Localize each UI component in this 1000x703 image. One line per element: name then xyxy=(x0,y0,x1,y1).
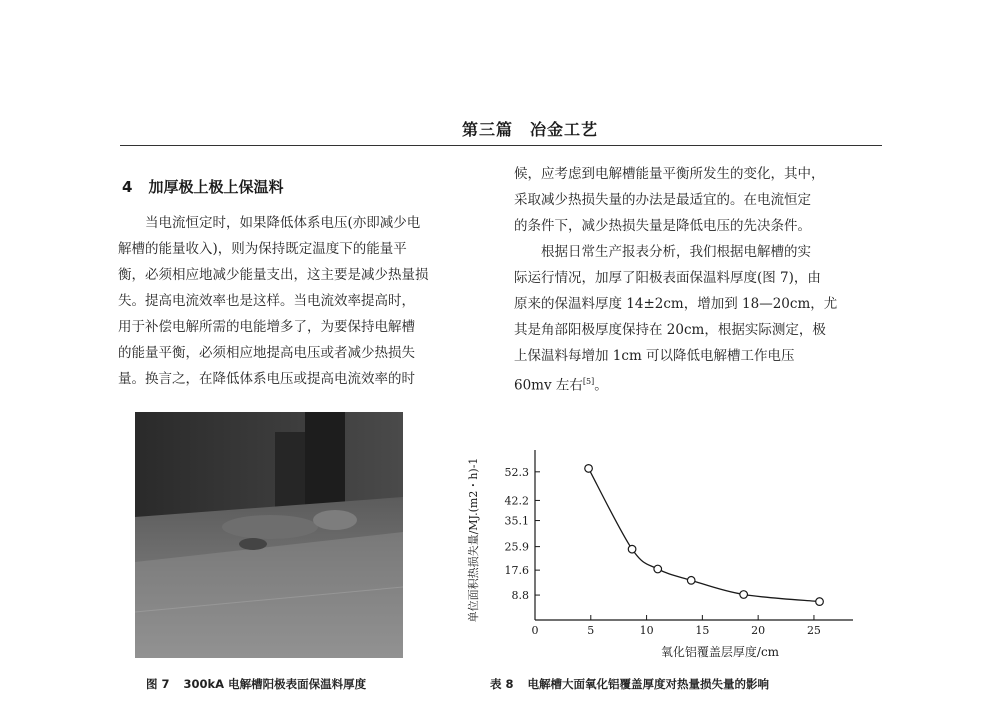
right-column-text xyxy=(514,161,882,399)
heat-loss-chart xyxy=(455,440,865,665)
chart-y-tick-label: 35.1 xyxy=(504,514,529,528)
citation-ref: [5] xyxy=(582,377,595,386)
text-line: 用于补偿电解所需的电能增多了，为要保持电解槽 xyxy=(118,319,415,335)
chart-data-point xyxy=(740,591,748,599)
left-column-text xyxy=(118,210,482,392)
text-line: 失。提高电流效率也是这样。当电流效率提高时， xyxy=(118,293,415,309)
chart-ticks xyxy=(505,466,821,637)
text-line: 解槽的能量收入)，则为保持既定温度下的能量平 xyxy=(118,241,407,257)
end-mark: 。 xyxy=(594,377,608,394)
figure-caption xyxy=(146,676,366,692)
text-line: 采取减少热损失量的办法是最适宜的。在电流恒定 xyxy=(514,192,811,208)
chart-x-tick-label: 20 xyxy=(751,624,766,637)
photo-illustration xyxy=(135,412,403,658)
text-line: 当电流恒定时，如果降低体系电压(亦即减少电 xyxy=(145,215,421,231)
chart-data-point xyxy=(654,565,662,573)
text-line: 上保温料每增加 1cm 可以降低电解槽工作电压 xyxy=(514,348,795,364)
chart-x-axis-label: 氧化铝覆盖层厚度/cm xyxy=(660,645,780,659)
chart-data-point xyxy=(687,577,695,585)
table-caption xyxy=(490,676,769,692)
chart-x-tick-label: 5 xyxy=(587,624,595,637)
figure-label: 图 7 xyxy=(146,677,170,691)
chart-x-tick-label: 15 xyxy=(695,624,710,637)
text-line: 根据日常生产报表分析，我们根据电解槽的实 xyxy=(541,244,811,260)
chart-x-tick-label: 25 xyxy=(806,624,821,637)
page-header-title: 第三篇 冶金工艺 xyxy=(461,120,598,139)
text-line: 的条件下，减少热损失量是降低电压的先决条件。 xyxy=(514,218,811,234)
chart-data-point xyxy=(585,465,593,473)
chart-x-tick-label: 0 xyxy=(531,624,539,637)
figure-caption-text: 300kA 电解槽阳极表面保温料厚度 xyxy=(183,677,367,691)
text-line xyxy=(514,369,882,399)
chart-y-tick-label: 8.8 xyxy=(511,589,529,603)
chart-data-point xyxy=(628,545,636,553)
chart-axes xyxy=(535,450,853,620)
chart-y-tick-label: 25.9 xyxy=(504,540,529,554)
chart-x-tick-label: 10 xyxy=(639,624,654,637)
chart-y-tick-label: 52.3 xyxy=(504,465,529,479)
text-line: 原来的保温料厚度 14±2cm，增加到 18—20cm，尤 xyxy=(514,296,838,312)
text-line: 的能量平衡，必须相应地提高电压或者减少热损失 xyxy=(118,345,415,361)
last-line-text: 60mv 左右 xyxy=(514,377,583,394)
text-line: 量。换言之，在降低体系电压或提高电流效率的时 xyxy=(118,371,415,387)
table-caption-text: 电解槽大面氧化铝覆盖厚度对热量损失量的影响 xyxy=(527,677,770,691)
chart-data-point xyxy=(816,598,824,606)
section-heading xyxy=(122,176,283,197)
chart-series-line xyxy=(589,468,820,601)
chart-y-tick-label: 42.2 xyxy=(504,494,529,508)
text-line: 际运行情况，加厚了阳极表面保温料厚度(图 7)，由 xyxy=(514,270,821,286)
text-line: 衡，必须相应地减少能量支出，这主要是减少热量损 xyxy=(118,267,429,283)
section-number: 4 xyxy=(122,178,133,196)
anode-photo xyxy=(135,412,403,658)
section-title: 加厚极上极上保温料 xyxy=(148,178,284,196)
table-label: 表 8 xyxy=(490,677,514,691)
text-line: 候，应考虑到电解槽能量平衡所发生的变化，其中， xyxy=(514,166,825,182)
text-line: 其是角部阳极厚度保持在 20cm，根据实际测定，极 xyxy=(514,322,826,338)
chart-y-tick-label: 17.6 xyxy=(504,564,529,578)
chart-y-axis-label: 单位面积热损失量/MJ.(m2・h)-1 xyxy=(467,457,480,623)
header-rule xyxy=(120,145,882,146)
